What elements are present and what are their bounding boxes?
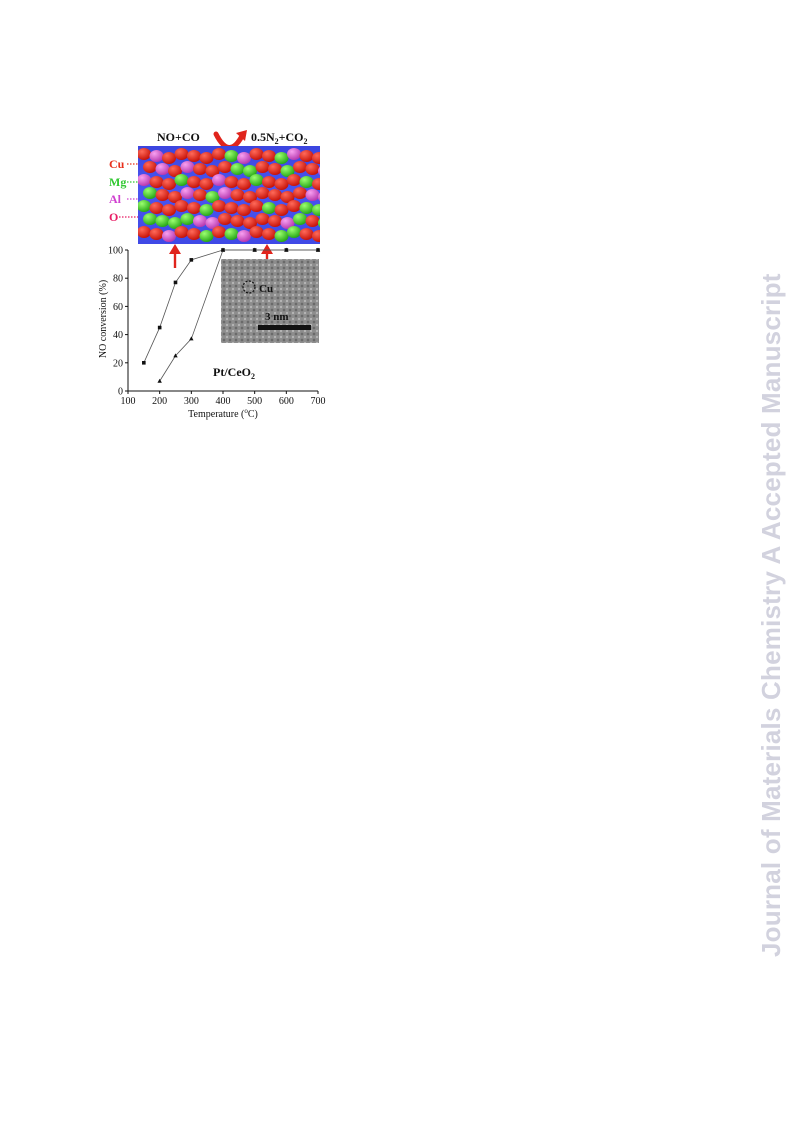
atom-sphere	[200, 204, 214, 216]
atom-sphere	[143, 187, 157, 199]
y-tick-label: 100	[108, 245, 123, 257]
atom-sphere	[156, 189, 170, 201]
atom-sphere	[312, 204, 320, 216]
atom-sphere	[287, 200, 301, 212]
atom-sphere	[156, 215, 170, 227]
atom-sphere	[162, 204, 176, 216]
atom-sphere	[218, 161, 232, 173]
atom-sphere	[175, 174, 189, 186]
atom-sphere	[250, 226, 264, 238]
y-tick-label: 20	[113, 358, 123, 370]
published-note	[10, 0, 24, 1121]
atom-label-o: O	[109, 210, 119, 224]
atom-sphere	[150, 228, 164, 240]
atom-sphere	[200, 152, 214, 164]
atom-sphere	[250, 148, 264, 160]
atom-sphere	[306, 215, 320, 227]
atom-label-cu: Cu	[109, 157, 125, 171]
atom-sphere	[262, 228, 276, 240]
atom-sphere	[138, 148, 151, 160]
atom-sphere	[187, 202, 201, 214]
atom-sphere	[312, 230, 320, 242]
atom-sphere	[138, 226, 151, 238]
atom-sphere	[212, 226, 226, 238]
atom-sphere	[293, 161, 307, 173]
atom-sphere	[275, 230, 289, 242]
atom-sphere	[293, 213, 307, 225]
atom-label-al: Al	[109, 192, 121, 206]
atom-sphere	[300, 228, 314, 240]
y-axis-label: NO conversion (%)	[98, 279, 109, 359]
atom-sphere	[256, 213, 270, 225]
x-tick-label: 200	[152, 396, 168, 407]
atom-sphere	[200, 230, 214, 242]
y-tick-label: 0	[118, 386, 123, 398]
atom-sphere	[237, 204, 251, 216]
atom-sphere	[300, 176, 314, 188]
atom-sphere	[268, 189, 282, 201]
atom-sphere	[268, 163, 282, 175]
atom-sphere	[275, 152, 289, 164]
series-label-pt-ceo2: Pt/CeO$_2$	[213, 365, 255, 381]
atom-sphere	[268, 215, 282, 227]
atom-sphere	[231, 189, 245, 201]
atom-sphere	[138, 174, 151, 186]
atom-sphere	[287, 148, 301, 160]
x-tick-label: 500	[247, 396, 263, 407]
atom-sphere	[150, 150, 164, 162]
atom-sphere	[231, 215, 245, 227]
atom-sphere	[143, 161, 157, 173]
atom-sphere	[256, 161, 270, 173]
atom-sphere	[150, 202, 164, 214]
atom-sphere	[262, 202, 276, 214]
atom-sphere	[200, 178, 214, 190]
atom-sphere	[175, 148, 189, 160]
y-tick-label: 60	[113, 301, 123, 313]
atom-sphere	[187, 150, 201, 162]
atom-sphere	[237, 230, 251, 242]
atom-sphere	[293, 187, 307, 199]
x-tick-label: 400	[215, 396, 231, 407]
tem-image-inset	[221, 259, 319, 343]
atom-sphere	[225, 228, 239, 240]
atom-sphere	[250, 200, 264, 212]
atom-sphere	[193, 163, 207, 175]
atom-sphere	[138, 200, 151, 212]
atom-sphere	[181, 187, 195, 199]
atom-sphere	[225, 202, 239, 214]
reaction-reactants: NO+CO	[157, 130, 200, 144]
atom-sphere	[306, 189, 320, 201]
atom-sphere	[181, 213, 195, 225]
x-axis-label: Temperature ($^o$C)	[188, 407, 258, 420]
reaction-products: $0.5N_2+CO_2$	[251, 130, 308, 146]
atom-sphere	[237, 178, 251, 190]
atom-sphere	[162, 230, 176, 242]
atom-sphere	[231, 163, 245, 175]
y-tick-label: 40	[113, 330, 123, 342]
atom-sphere	[237, 152, 251, 164]
atom-sphere	[162, 178, 176, 190]
atom-sphere	[150, 176, 164, 188]
atom-sphere	[275, 178, 289, 190]
atom-sphere	[175, 226, 189, 238]
atom-sphere	[306, 163, 320, 175]
x-tick-label: 700	[310, 396, 326, 407]
accepted-manuscript-watermark	[754, 160, 790, 960]
atom-sphere	[250, 174, 264, 186]
atom-sphere	[262, 150, 276, 162]
cu-highlight-circle	[243, 281, 255, 293]
y-tick-label: 80	[113, 273, 123, 285]
atom-sphere	[156, 163, 170, 175]
atom-sphere	[175, 200, 189, 212]
scale-bar	[258, 325, 311, 330]
atom-sphere	[312, 178, 320, 190]
atom-sphere	[287, 226, 301, 238]
atom-label-mg: Mg	[109, 175, 127, 189]
atom-sphere	[143, 213, 157, 225]
atom-sphere	[300, 202, 314, 214]
atom-sphere	[262, 176, 276, 188]
scale-bar-label: 3 nm	[265, 311, 289, 323]
watermark-text: Journal of Materials Chemistry A Accepted Manuscript	[756, 273, 786, 957]
x-tick-label: 600	[278, 396, 294, 407]
atom-sphere	[212, 200, 226, 212]
atom-sphere	[300, 150, 314, 162]
atom-sphere	[225, 176, 239, 188]
atom-sphere	[193, 215, 207, 227]
atom-sphere	[187, 228, 201, 240]
tem-overlay	[221, 259, 319, 343]
atom-sphere	[193, 189, 207, 201]
graphical-abstract	[95, 128, 335, 428]
tem-cu-label: Cu	[259, 283, 274, 295]
atom-sphere	[162, 152, 176, 164]
atom-sphere	[287, 174, 301, 186]
atom-sphere	[225, 150, 239, 162]
atom-sphere	[256, 187, 270, 199]
atom-sphere	[187, 176, 201, 188]
ldh-structure-image	[138, 146, 320, 244]
atom-sphere	[212, 148, 226, 160]
atom-sphere	[275, 204, 289, 216]
atom-sphere	[212, 174, 226, 186]
x-tick-label: 100	[120, 396, 136, 407]
atom-sphere	[218, 187, 232, 199]
structure-spheres	[138, 146, 320, 244]
x-tick-label: 300	[183, 396, 199, 407]
atom-sphere	[218, 213, 232, 225]
atom-sphere	[181, 161, 195, 173]
atom-sphere	[312, 152, 320, 164]
